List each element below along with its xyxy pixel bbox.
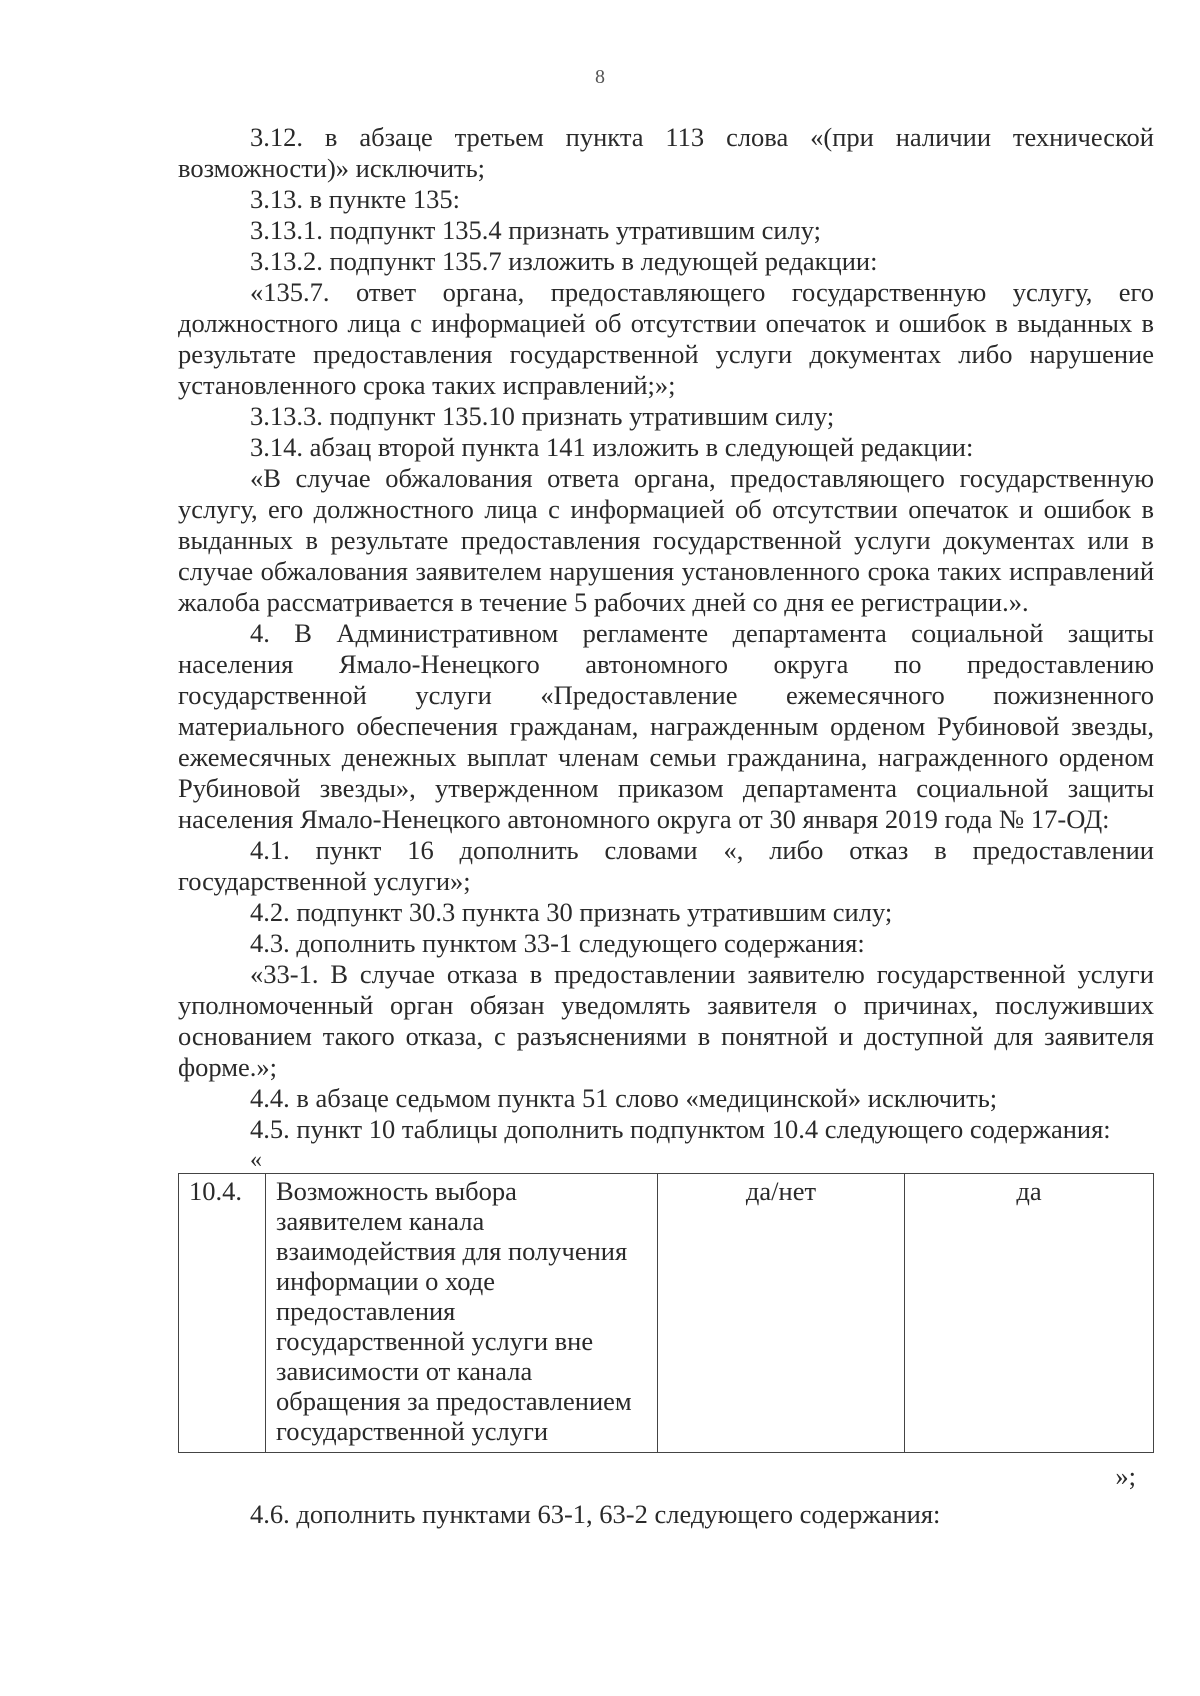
table-cell-type: да/нет (658, 1174, 905, 1453)
paragraph-3-12: 3.12. в абзаце третьем пункта 113 слова «(при наличии технической возможности)» исключить; (178, 122, 1154, 183)
paragraph-4-3: 4.3. дополнить пунктом 33-1 следующего содержания: (250, 928, 865, 958)
paragraph-quote-33-1: «33-1. В случае отказа в предоставлении заявителю государственной услуги уполномоченный орган обязан уведомлять заявителя о причинах, послуживших основанием такого отказа, с разъяснениями в понятной и доступной для заявителя форме.»; (178, 959, 1154, 1082)
paragraph-4: 4. В Административном регламенте департамента социальной защиты населения Ямало-Ненецкого автономного округа по предоставлению государственной услуги «Предоставление ежемесячного пожизненного материального обеспечения гражданам, награжденным орденом Рубиновой звезды, ежемесячных денежных выплат членам семьи гражданина, награжденного орденом Рубиновой звезды», утвержденном приказом департамента социальной защиты населения Ямало-Ненецкого автономного округа от 30 января 2019 года № 17-ОД: (178, 618, 1154, 834)
quote-close-mark: »; (1115, 1461, 1136, 1491)
table-cell-description: Возможность выбора заявителем канала взаимодействия для получения информации о ходе предоставления государственной услуги вне зависимости от канала обращения за предоставлением государственной услуги (266, 1174, 658, 1453)
paragraph-4-4: 4.4. в абзаце седьмом пункта 51 слово «медицинской» исключить; (250, 1083, 998, 1113)
paragraph-quote-135-7: «135.7. ответ органа, предоставляющего государственную услугу, его должностного лица с информацией об отсутствии опечаток и ошибок в выданных в результате предоставления государственной услуги документах либо нарушение установленного срока таких исправлений;»; (178, 277, 1154, 400)
paragraph-quote-141: «В случае обжалования ответа органа, предоставляющего государственную услугу, его должностного лица с информацией об отсутствии опечаток и ошибок в выданных в результате предоставления государственной услуги документах или в случае обжалования заявителем нарушения установленного срока таких исправлений жалоба рассматривается в течение 5 рабочих дней со дня ее регистрации.». (178, 463, 1154, 617)
paragraph-4-1: 4.1. пункт 16 дополнить словами «, либо отказ в предоставлении государственной услуги»; (178, 835, 1154, 896)
paragraph-3-13: 3.13. в пункте 135: (250, 184, 460, 214)
quote-open-mark: « (250, 1147, 262, 1173)
document-body (178, 122, 1154, 1530)
paragraph-3-13-1: 3.13.1. подпункт 135.4 признать утратившим силу; (250, 215, 822, 245)
paragraph-4-5: 4.5. пункт 10 таблицы дополнить подпунктом 10.4 следующего содержания: (250, 1114, 1111, 1144)
paragraph-3-13-2: 3.13.2. подпункт 135.7 изложить в ледующей редакции: (250, 246, 878, 276)
paragraph-3-13-3: 3.13.3. подпункт 135.10 признать утратившим силу; (250, 401, 835, 431)
page-number: 8 (595, 66, 605, 88)
table-cell-number: 10.4. (179, 1174, 266, 1453)
table-row (179, 1174, 1154, 1453)
table-cell-value: да (905, 1174, 1154, 1453)
paragraph-4-6: 4.6. дополнить пунктами 63-1, 63-2 следующего содержания: (250, 1499, 941, 1529)
paragraph-4-2: 4.2. подпункт 30.3 пункта 30 признать утратившим силу; (250, 897, 893, 927)
paragraph-3-14: 3.14. абзац второй пункта 141 изложить в следующей редакции: (250, 432, 974, 462)
amendment-table (178, 1173, 1154, 1453)
